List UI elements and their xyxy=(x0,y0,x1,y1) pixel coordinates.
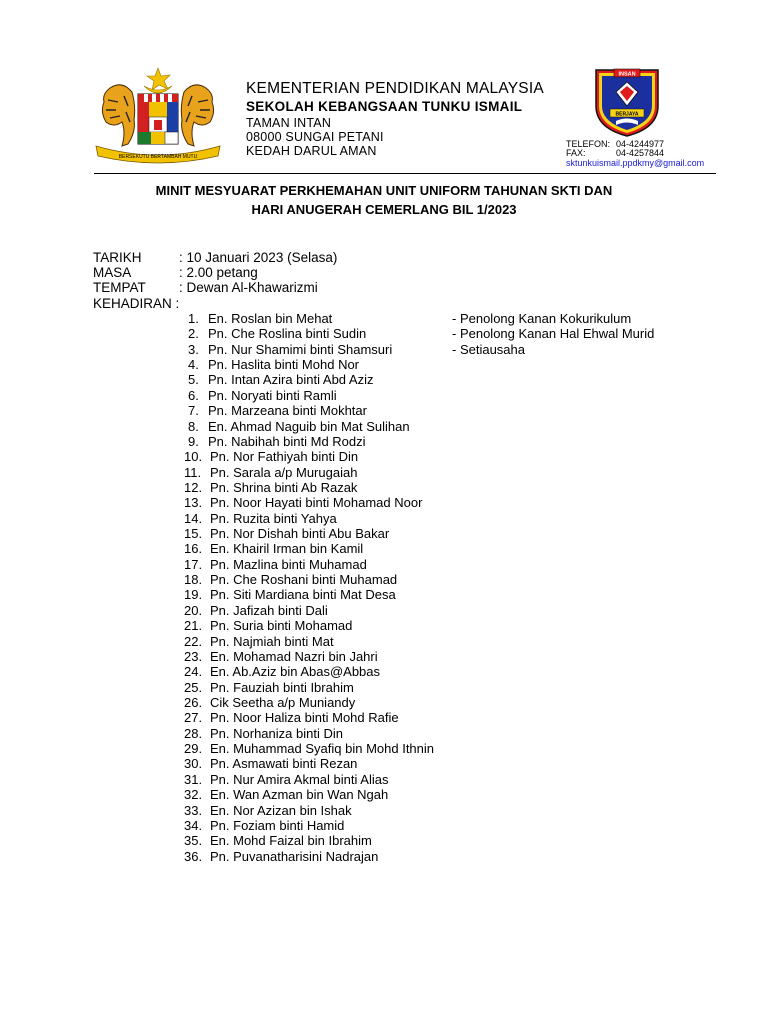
attendee-number: 1. xyxy=(188,311,199,326)
place-label: TEMPAT xyxy=(93,280,146,295)
attendee-number: 22. xyxy=(184,633,203,649)
attendee-name: En. Mohamad Nazri bin Jahri xyxy=(210,648,378,664)
attendee-name: Pn. Noor Hayati binti Mohamad Noor xyxy=(210,495,423,511)
list-item xyxy=(0,618,768,633)
svg-text:BERJAYA: BERJAYA xyxy=(615,111,639,118)
attendee-name: Pn. Nur Amira Akmal binti Alias xyxy=(210,771,389,787)
attendee-number: 18. xyxy=(184,572,203,588)
attendee-name: Pn. Noor Haliza binti Mohd Rafie xyxy=(210,710,399,726)
place-value: : Dewan Al-Khawarizmi xyxy=(179,280,318,295)
attendee-number: 31. xyxy=(184,771,203,787)
attendee-name: Pn. Suria binti Mohamad xyxy=(210,618,353,634)
list-item xyxy=(0,603,768,618)
attendee-name: Pn. Nor Fathiyah binti Din xyxy=(210,449,359,465)
attendee-number: 19. xyxy=(184,587,203,603)
ministry-name: KEMENTERIAN PENDIDIKAN MALAYSIA xyxy=(246,80,544,97)
list-item xyxy=(0,680,768,695)
attendee-name: Pn. Fauziah binti Ibrahim xyxy=(210,679,354,695)
list-item xyxy=(0,710,768,725)
fax-line xyxy=(566,148,664,158)
attendee-number: 9. xyxy=(188,433,199,449)
attendee-number: 33. xyxy=(184,802,203,818)
attendee-name: En. Roslan bin Mehat xyxy=(208,311,333,326)
svg-text:BERSEKUTU BERTAMBAH MUTU: BERSEKUTU BERTAMBAH MUTU xyxy=(118,154,198,160)
attendee-name: Pn. Asmawati binti Rezan xyxy=(210,756,358,772)
list-item xyxy=(0,772,768,787)
attendee-name: Pn. Jafizah binti Dali xyxy=(210,602,328,618)
attendee-role: - Setiausaha xyxy=(452,341,525,357)
fax-label: FAX: xyxy=(566,148,586,158)
attendee-name: Pn. Noryati binti Ramli xyxy=(208,387,337,403)
attendee-role: - Penolong Kanan Kokurikulum xyxy=(452,311,632,326)
list-item xyxy=(0,787,768,802)
attendee-name: Pn. Intan Azira binti Abd Aziz xyxy=(208,372,374,388)
attendee-number: 14. xyxy=(184,510,203,526)
time-label: MASA xyxy=(93,265,132,280)
attendee-name: Pn. Norhaniza binti Din xyxy=(210,725,343,741)
attendee-number: 4. xyxy=(188,357,199,373)
attendee-name: Pn. Sarala a/p Murugaiah xyxy=(210,464,358,480)
attendee-name: Pn. Nor Dishah binti Abu Bakar xyxy=(210,526,390,542)
svg-text:INSAN: INSAN xyxy=(618,71,636,78)
date-value: : 10 Januari 2023 (Selasa) xyxy=(179,250,338,265)
attendee-name: En. Wan Azman bin Wan Ngah xyxy=(210,787,389,803)
list-item xyxy=(0,695,768,710)
list-item xyxy=(0,449,768,464)
attendee-number: 10. xyxy=(184,449,203,465)
attendee-name: Pn. Che Roslina binti Sudin xyxy=(208,326,367,342)
attendee-name: Pn. Siti Mardiana binti Mat Desa xyxy=(210,587,396,603)
attendee-number: 16. xyxy=(184,541,203,557)
attendee-name: En. Khairil Irman bin Kamil xyxy=(210,541,364,557)
list-item xyxy=(0,557,768,572)
attendee-number: 2. xyxy=(188,326,199,342)
attendee-name: Pn. Marzeana binti Mokhtar xyxy=(208,403,367,419)
address-line-1: TAMAN INTAN xyxy=(246,116,332,130)
list-item xyxy=(0,480,768,495)
list-item xyxy=(0,526,768,541)
attendee-number: 32. xyxy=(184,787,203,803)
date-label: TARIKH xyxy=(93,250,142,265)
list-item xyxy=(0,326,768,341)
address-line-3: KEDAH DARUL AMAN xyxy=(246,144,377,158)
email-link[interactable]: sktunkuismail.ppdkmy@gmail.com xyxy=(566,158,705,168)
attendee-number: 17. xyxy=(184,556,203,572)
attendee-name: En. Ahmad Naguib bin Mat Sulihan xyxy=(208,418,410,434)
school-name: SEKOLAH KEBANGSAAN TUNKU ISMAIL xyxy=(246,99,523,114)
list-item xyxy=(0,311,768,326)
list-item xyxy=(0,833,768,848)
list-item xyxy=(0,434,768,449)
list-item xyxy=(0,818,768,833)
document-title-line-2: HARI ANUGERAH CEMERLANG BIL 1/2023 xyxy=(251,202,517,217)
list-item xyxy=(0,587,768,602)
list-item xyxy=(0,664,768,679)
attendee-number: 35. xyxy=(184,833,203,849)
list-item xyxy=(0,541,768,556)
attendee-name: Pn. Najmiah binti Mat xyxy=(210,633,334,649)
attendee-name: En. Nor Azizan bin Ishak xyxy=(210,802,352,818)
attendee-number: 29. xyxy=(184,741,203,757)
attendee-name: Pn. Mazlina binti Muhamad xyxy=(210,556,367,572)
list-item xyxy=(0,572,768,587)
document-title-line-1: MINIT MESYUARAT PERKHEMAHAN UNIT UNIFORM TAHUNAN SKTI DAN xyxy=(155,183,613,198)
attendee-number: 21. xyxy=(184,618,203,634)
attendee-name: Pn. Nur Shamimi binti Shamsuri xyxy=(208,341,393,357)
attendee-number: 13. xyxy=(184,495,203,511)
list-item xyxy=(0,465,768,480)
attendee-number: 30. xyxy=(184,756,203,772)
attendee-number: 3. xyxy=(188,341,199,357)
list-item xyxy=(0,756,768,771)
attendee-name: Pn. Foziam binti Hamid xyxy=(210,817,345,833)
attendee-role: - Penolong Kanan Hal Ehwal Murid xyxy=(452,326,655,342)
list-item xyxy=(0,634,768,649)
attendee-name: Pn. Nabihah binti Md Rodzi xyxy=(208,433,366,449)
meeting-date-row xyxy=(93,250,337,265)
malaysia-coat-of-arms-icon xyxy=(92,66,224,166)
attendee-number: 8. xyxy=(188,418,199,434)
telephone-number: 04-4244977 xyxy=(616,139,665,149)
attendee-number: 27. xyxy=(184,710,203,726)
meeting-place-row xyxy=(93,280,318,295)
attendee-name: En. Muhammad Syafiq bin Mohd Ithnin xyxy=(210,741,435,757)
list-item xyxy=(0,511,768,526)
list-item xyxy=(0,372,768,387)
telephone-label: TELEFON: xyxy=(566,139,611,149)
attendee-number: 15. xyxy=(184,526,203,542)
attendee-number: 28. xyxy=(184,725,203,741)
attendee-number: 24. xyxy=(184,664,203,680)
list-item xyxy=(0,388,768,403)
attendee-number: 7. xyxy=(188,403,199,419)
list-item xyxy=(0,741,768,756)
list-item xyxy=(0,726,768,741)
list-item xyxy=(0,419,768,434)
attendee-number: 23. xyxy=(184,648,203,664)
list-item xyxy=(0,342,768,357)
attendee-number: 5. xyxy=(188,372,199,388)
header-divider xyxy=(94,173,716,174)
meeting-time-row xyxy=(93,265,258,280)
list-item xyxy=(0,849,768,864)
attendee-number: 25. xyxy=(184,679,203,695)
time-value: : 2.00 petang xyxy=(179,265,258,280)
attendee-number: 12. xyxy=(184,479,203,495)
attendee-number: 26. xyxy=(184,694,203,710)
list-item xyxy=(0,357,768,372)
attendee-name: Pn. Ruzita binti Yahya xyxy=(210,510,337,526)
list-item xyxy=(0,803,768,818)
attendee-number: 11. xyxy=(184,464,202,480)
list-item xyxy=(0,649,768,664)
attendee-number: 36. xyxy=(184,848,203,864)
attendee-number: 6. xyxy=(188,387,199,403)
attendance-heading: KEHADIRAN : xyxy=(93,296,180,311)
attendee-name: Pn. Haslita binti Mohd Nor xyxy=(208,357,360,373)
list-item xyxy=(0,495,768,510)
list-item xyxy=(0,403,768,418)
attendee-name: Pn. Shrina binti Ab Razak xyxy=(210,479,358,495)
attendee-number: 34. xyxy=(184,817,203,833)
attendance-list xyxy=(0,311,768,864)
attendee-name: Cik Seetha a/p Muniandy xyxy=(210,694,356,710)
attendee-name: Pn. Che Roshani binti Muhamad xyxy=(210,572,398,588)
address-line-2: 08000 SUNGAI PETANI xyxy=(246,130,384,144)
attendee-name: En. Mohd Faizal bin Ibrahim xyxy=(210,833,372,849)
school-shield-icon xyxy=(594,66,660,138)
attendee-name: Pn. Puvanatharisini Nadrajan xyxy=(210,848,379,864)
fax-number: 04-4257844 xyxy=(616,148,665,158)
attendee-number: 20. xyxy=(184,602,203,618)
attendee-name: En. Ab.Aziz bin Abas@Abbas xyxy=(210,664,381,680)
